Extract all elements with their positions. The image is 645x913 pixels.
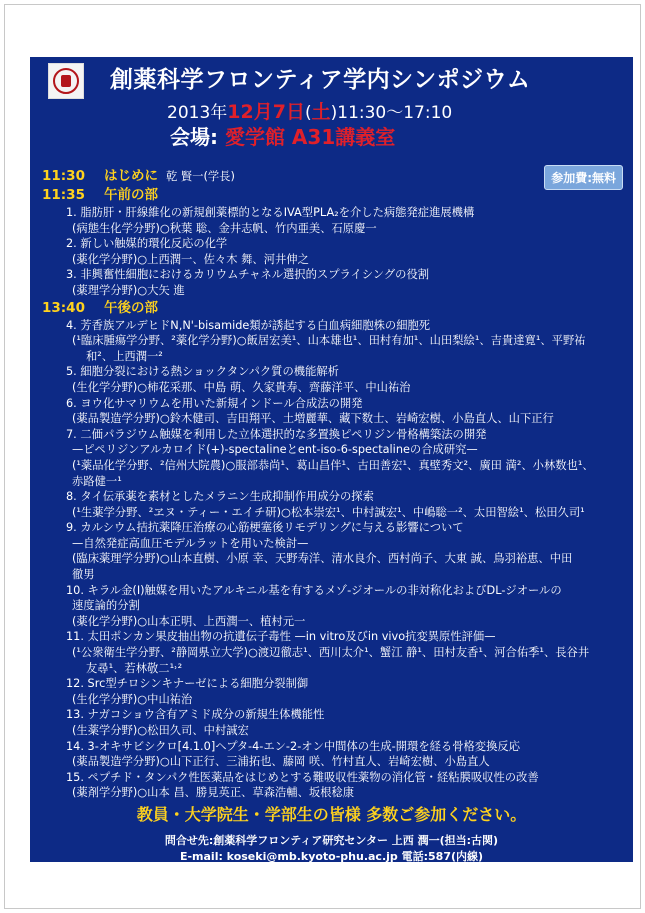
- list-item-authors: (薬化学分野)○山本正明、上西潤一、植村元一: [72, 614, 306, 628]
- list-item-authors: 和²、上西潤一²: [86, 349, 163, 363]
- fee-badge: 参加費:無料: [544, 165, 623, 190]
- list-item: 14. 3-オキサビシクロ[4.1.0]ヘプタ-4-エン-2-オン中間体の生成-開環を経る骨格変換反応: [66, 739, 520, 753]
- list-item-authors: (薬剤学分野)○山本 昌、勝見英正、草森浩輔、坂根稔康: [72, 786, 355, 800]
- list-item-authors: (薬理学分野)○大矢 進: [72, 283, 185, 297]
- list-item: 11. 太田ポンカン果皮抽出物の抗遺伝子毒性 —in vitro及びin vivo抗変異原性評価—: [66, 630, 496, 644]
- list-item-subtitle: —ピペリジンアルカロイド(+)-spectalineとent-iso-6-spectalineの合成研究—: [72, 443, 478, 457]
- list-item-authors: (薬化学分野)○上西潤一、佐々木 舞、河井伸之: [72, 252, 309, 266]
- list-item-authors: 赤路健一¹: [72, 474, 122, 488]
- list-item-subtitle: —自然発症高血圧モデルラットを用いた検討—: [72, 536, 309, 550]
- list-item-authors: (¹公衆衛生学分野、²静岡県立大学)○渡辺徹志¹、西川太介¹、蟹江 静¹、田村友香¹、河合佑季¹、長谷井: [72, 646, 590, 660]
- list-item: 12. Src型チロシンキナーゼによる細胞分裂制御: [66, 677, 309, 691]
- list-item: 13. ナガコショウ含有アミド成分の新規生体機能性: [66, 708, 325, 722]
- event-venue: 会場: 愛学館 A31講義室: [170, 125, 396, 149]
- list-item: 3. 非興奮性細胞におけるカリウムチャネル選択的スプライシングの役割: [66, 268, 430, 282]
- list-item-authors: (薬品製造学分野)○山下正行、三浦拓也、藤岡 咲、竹村直人、岩崎宏樹、小島直人: [72, 755, 490, 769]
- list-item-authors: (生化学分野)○柿花采那、中島 萌、久家貴寿、齊藤洋平、中山祐治: [72, 380, 411, 394]
- list-item-authors: 徹男: [72, 568, 95, 582]
- list-item: 10. キラル金(I)触媒を用いたアルキニル基を有するメゾ-ジオールの非対称化およびDL-ジオールの: [66, 583, 562, 597]
- section-afternoon: 13:40 午後の部: [42, 299, 158, 316]
- list-item: 5. 細胞分裂における熱ショックタンパク質の機能解析: [66, 365, 339, 379]
- contact-info: [30, 833, 633, 862]
- email-line: E-mail: koseki@mb.kyoto-phu.ac.jp 電話:587(内線): [179, 850, 484, 862]
- list-item-authors: (薬品製造学分野)○鈴木健司、吉田翔平、土増麗華、藏下数士、岩崎宏樹、小島直人、山下正行: [72, 412, 554, 426]
- university-seal-icon: [48, 63, 84, 99]
- list-item: 15. ペプチド・タンパク性医薬品をはじめとする難吸収性薬物の消化管・経粘膜吸収性の改善: [66, 770, 539, 784]
- list-item: 6. ヨウ化サマリウムを用いた新規インドール合成法の開発: [66, 396, 363, 410]
- list-item-authors: (¹臨床腫瘍学分野、²薬化学分野)○飯居宏美¹、山本雄也¹、田村有加¹、山田梨絵¹、吉貴達寛¹、平野祐: [72, 334, 586, 348]
- list-item-authors: (臨床薬理学分野)○山本直樹、小原 幸、天野寿洋、清水良介、西村尚子、大東 誠、鳥羽裕恵、中田: [72, 552, 573, 566]
- list-item: 1. 脂肪肝・肝線維化の新規創薬標的となるIVA型PLA₂を介した病態発症進展機構: [66, 206, 475, 219]
- list-item-authors: (病態生化学分野)○秋葉 聡、金井志帆、竹内亜美、石原慶一: [72, 221, 377, 235]
- list-item: 7. 二価パラジウム触媒を利用した立体選択的な多置換ピペリジン骨格構築法の開発: [66, 427, 487, 441]
- page-title: 創薬科学フロンティア学内シンポジウム: [110, 67, 531, 93]
- list-item: 8. タイ伝承薬を素材としたメラニン生成抑制作用成分の探索: [66, 490, 374, 504]
- list-item: 9. カルシウム拮抗薬降圧治療の心筋梗塞後リモデリングに与える影響について: [66, 521, 464, 535]
- invitation-callout: 教員・大学院生・学部生の皆様 多数ご参加ください。: [136, 805, 527, 824]
- page-frame: [4, 4, 641, 909]
- list-item-authors: 友尋¹、若林敬二¹˒²: [86, 661, 183, 675]
- list-item-authors: (¹生薬学分野、²ヱヌ・ティー・エイチ研)○松本崇宏¹、中村誠宏¹、中嶋聡一²、太田智絵¹、松田久司¹: [72, 505, 585, 519]
- list-item: 4. 芳香族アルデヒドN,N'-bisamide類が誘起する白血病細胞株の細胞死: [66, 318, 431, 332]
- section-morning: 11:35 午前の部: [42, 187, 158, 203]
- list-item-authors: (¹薬品化学分野、²信州大院農)○服部恭尚¹、葛山昌伴¹、古田善宏¹、真壁秀文²、廣田 満²、小林数也¹、: [72, 458, 594, 472]
- list-item-authors: (生薬学分野)○松田久司、中村誠宏: [72, 724, 249, 737]
- list-item-authors: (生化学分野)○中山祐治: [72, 692, 193, 706]
- section-opening: 11:30 はじめに 乾 賢一(学長): [42, 168, 235, 184]
- list-item: 2. 新しい触媒的環化反応の化学: [66, 237, 228, 251]
- event-date: 2013年12月7日(土)11:30〜17:10: [167, 101, 453, 123]
- flyer-panel: [30, 57, 633, 862]
- list-item-subtitle: 速度論的分割: [72, 599, 140, 613]
- contact-line: 問合せ先:創薬科学フロンティア研究センター 上西 潤一(担当:古関): [164, 834, 499, 847]
- program: [42, 167, 627, 801]
